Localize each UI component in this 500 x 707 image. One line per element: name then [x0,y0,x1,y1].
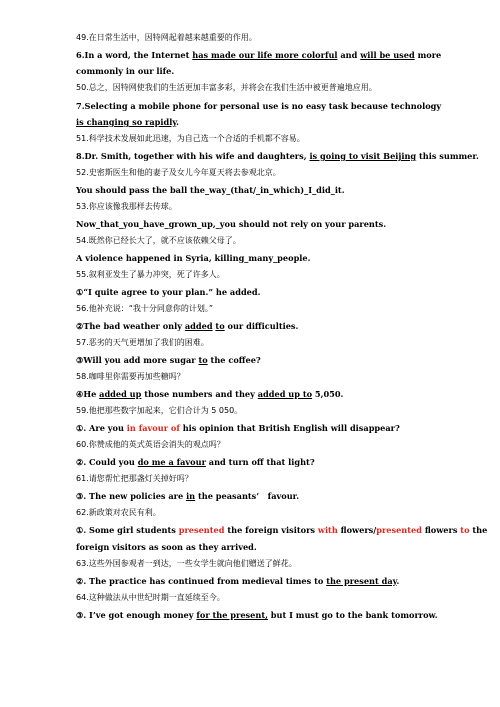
underlined-phrase: is going to visit Beijing [309,151,417,161]
sentence-favour-3: ③. The new policies are in the peasants’ favour. [76,491,300,501]
underlined-phrase: the present day [326,576,397,586]
translation-line-63: 63.这些外国参观者一到达，一些女学生就向他们赠送了鲜花。 [76,559,297,568]
highlighted-phrase: presented [376,525,422,535]
translation-line-58: 58.咖啡里你需要再加些糖吗？ [76,372,185,381]
sentence-line-7-cont: is changing so rapidly. [76,117,180,127]
sentence-present-1-cont: foreign visitors as soon as they arrived. [76,542,257,552]
sentence-line-6-cont: commonly in our life. [76,66,175,76]
underlined-phrase: added [184,321,213,331]
sentence-add-3: ③Will you add more sugar to the coffee? [76,355,261,365]
underlined-phrase: added up to [257,389,313,399]
underlined-phrase: in [186,491,196,501]
highlighted-phrase: in favour of [126,423,180,433]
underlined-phrase: do me a favour [137,457,206,467]
underlined-phrase: to [215,321,225,331]
sentence-favour-1: ①. Are you in favour of his opinion that British English will disappear? [76,423,400,433]
sentence-line-7: 7.Selecting a mobile phone for personal use is no easy task because technology [76,101,442,111]
translation-line-57: 57.恶劣的天气更增加了我们的困难。 [76,338,209,347]
translation-line-59: 59.他把那些数字加起来，它们合计为 5 050。 [76,406,243,415]
sentence-present-1: ①. Some girl students presented the foreign visitors with flowers/presented flowers to the [76,525,488,535]
underlined-phrase: for the present, [196,610,268,620]
underlined-phrase: added up [99,389,142,399]
sentence-present-3: ③. I’ve got enough money for the present, but I must go to the bank tomorrow. [76,610,438,620]
translation-line-56: 56.他补充说：“我十分同意你的计划。” [76,304,214,313]
translation-line-50: 50.总之，因特网使我们的生活更加丰富多彩，并将会在我们生活中被更普遍地应用。 [76,83,377,92]
translation-line-53: 53.你应该像我那样去传球。 [76,202,177,211]
sentence-line-6: 6.In a word, the Internet has made our life more colorful and will be used more [76,50,442,60]
sentence-add-4: ④He added up those numbers and they added up to 5,050. [76,389,344,399]
translation-line-62: 62.新政策对农民有利。 [76,508,161,517]
underlined-phrase: has made our life more colorful [192,50,338,60]
translation-line-64: 64.这种做法从中世纪时期一直延续至今。 [76,593,225,602]
underlined-phrase: will be used [360,50,415,60]
translation-line-52: 52.史密斯医生和他的妻子及女儿今年夏天将去参观北京。 [76,168,281,177]
translation-line-54: 54.既然你已经长大了，就不应该依赖父母了。 [76,236,241,245]
translation-line-61: 61.请您帮忙把那盏灯关掉好吗？ [76,474,193,483]
highlighted-phrase: with [317,525,338,535]
underlined-phrase: is changing so rapidly [76,117,177,127]
translation-line-51: 51.科学技术发展如此迅速，为自己选一个合适的手机都不容易。 [76,134,305,143]
sentence-line-8: 8.Dr. Smith, together with his wife and daughters, is going to visit Beijing this summer. [76,151,479,161]
underlined-phrase: to [198,355,208,365]
sentence-syria: A violence happened in Syria, killing_many_people. [76,253,311,263]
translation-line-60: 60.你赞成他的英式英语会消失的观点吗？ [76,440,225,449]
translation-line-55: 55.叙利亚发生了暴力冲突，死了许多人。 [76,270,225,279]
sentence-add-2: ②The bad weather only added to our difficulties. [76,321,299,331]
highlighted-phrase: presented [178,525,225,535]
sentence-grown-up: Now_that_you_have_grown_up,_you should not rely on your parents. [76,219,387,229]
sentence-pass-ball: You should pass the ball the_way_(that/_in_which)_I_did_it. [76,185,345,195]
sentence-add-1: ①“I quite agree to your plan.” he added. [76,287,261,297]
sentence-favour-2: ②. Could you do me a favour and turn off that light? [76,457,315,467]
highlighted-phrase: to [460,525,470,535]
sentence-present-2: ②. The practice has continued from medieval times to the present day. [76,576,400,586]
translation-line-49: 49.在日常生活中，因特网起着越来越重要的作用。 [76,33,257,42]
